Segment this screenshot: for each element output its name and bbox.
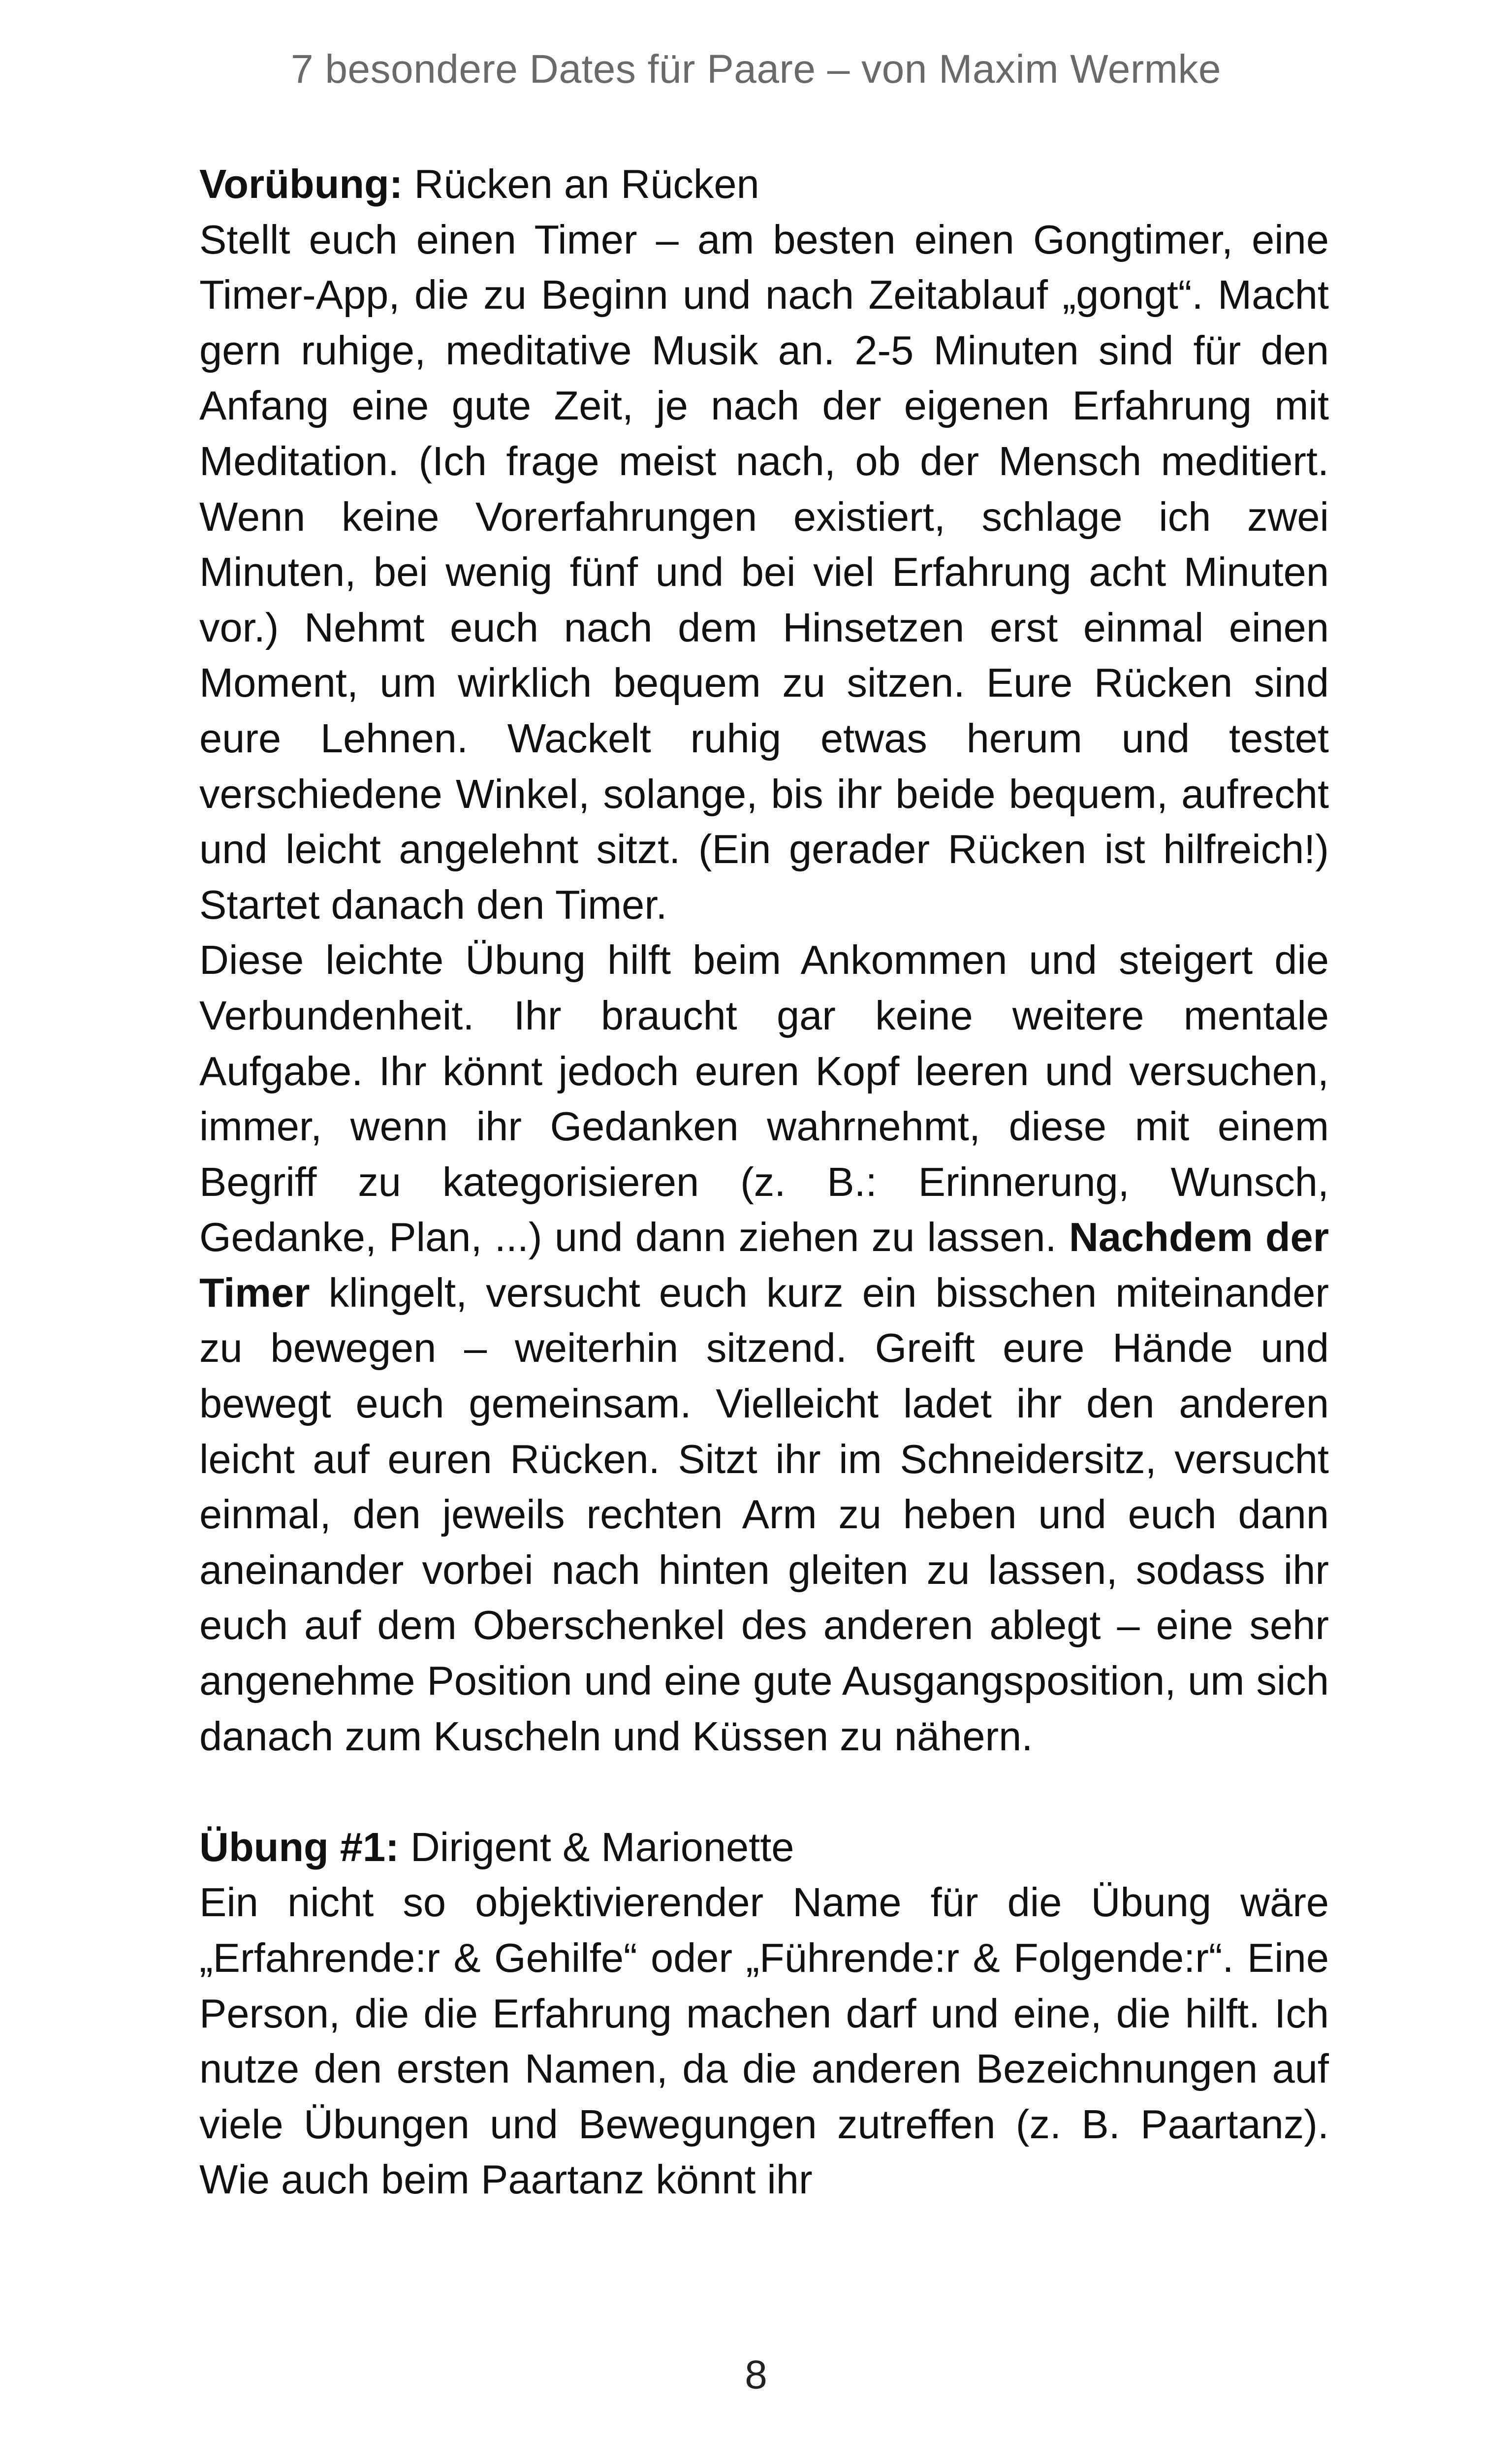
paragraph: Ein nicht so objektivierender Name für die Übung wäre „Erfahrende:r & Gehilfe“ oder „Führende:r & Folgende:r“. Eine Person, die die Erfahrung machen darf und eine, die hilft. Ich nutze den ersten Namen, da die anderen Bezeichnungen auf viele Übungen und Bewegungen zutreffen (z. B. Paartanz). Wie auch beim Paartanz könnt ihr <box>199 1879 1329 2203</box>
running-header: 7 besondere Dates für Paare – von Maxim Wermke <box>290 47 1222 92</box>
page-number: 8 <box>745 2352 767 2397</box>
section-title: Rücken an Rücken <box>414 161 759 207</box>
paragraph-text: Diese leichte Übung hilft beim Ankommen und steigert die Verbundenheit. Ihr braucht gar keine weitere mentale Aufgabe. Ihr könnt jedoch euren Kopf leeren und versuchen, immer, wenn ihr Gedanken wahrnehmt, diese mit einem Begriff zu kategorisieren (z. B.: Erinnerung, Wunsch, Gedanke, Plan, ...) und dann ziehen zu lassen. <box>199 937 1329 1260</box>
bold-phrase: Nachdem der Timer <box>199 1214 1329 1316</box>
section-heading-vorubung <box>199 157 1329 212</box>
section-label: Übung #1: <box>199 1824 399 1870</box>
section-title: Dirigent & Marionette <box>410 1824 794 1870</box>
paragraph-spacer <box>199 1764 1329 1820</box>
section-heading-ubung-1 <box>199 1820 1329 1875</box>
paragraph: Stellt euch einen Timer – am besten einen Gongtimer, eine Timer-App, die zu Beginn und nach Zeitablauf „gongt“. Macht gern ruhige, meditative Musik an. 2-5 Minuten sind für den Anfang eine gute Zeit, je nach der eigenen Erfahrung mit Meditation. (Ich frage meist nach, ob der Mensch meditiert. Wenn keine Vorerfahrungen existiert, schlage ich zwei Minuten, bei wenig fünf und bei viel Erfahrung acht Minuten vor.) Nehmt euch nach dem Hinsetzen erst einmal einen Moment, um wirklich bequem zu sitzen. Eure Rücken sind eure Lehnen. Wackelt ruhig etwas herum und testet verschiedene Winkel, solange, bis ihr beide bequem, aufrecht und leicht angelehnt sitzt. (Ein gerader Rücken ist hilfreich!) Startet danach den Timer. <box>199 216 1329 928</box>
section-label: Vorübung: <box>199 161 403 207</box>
paragraph-text: klingelt, versucht euch kurz ein bisschen miteinander zu bewegen – weiterhin sitzend. Greift eure Hände und bewegt euch gemeinsam. Vielleicht ladet ihr den anderen leicht auf euren Rücken. Sitzt ihr im Schneidersitz, versucht einmal, den jeweils rechten Arm zu heben und euch dann aneinander vorbei nach hinten gleiten zu lassen, sodass ihr euch auf dem Oberschenkel des anderen ablegt – eine sehr angenehme Position und eine gute Ausgangsposition, um sich danach zum Kuscheln und Küssen zu nähern. <box>199 1269 1329 1759</box>
paragraph <box>199 932 1329 1764</box>
page-body <box>199 157 1329 2208</box>
